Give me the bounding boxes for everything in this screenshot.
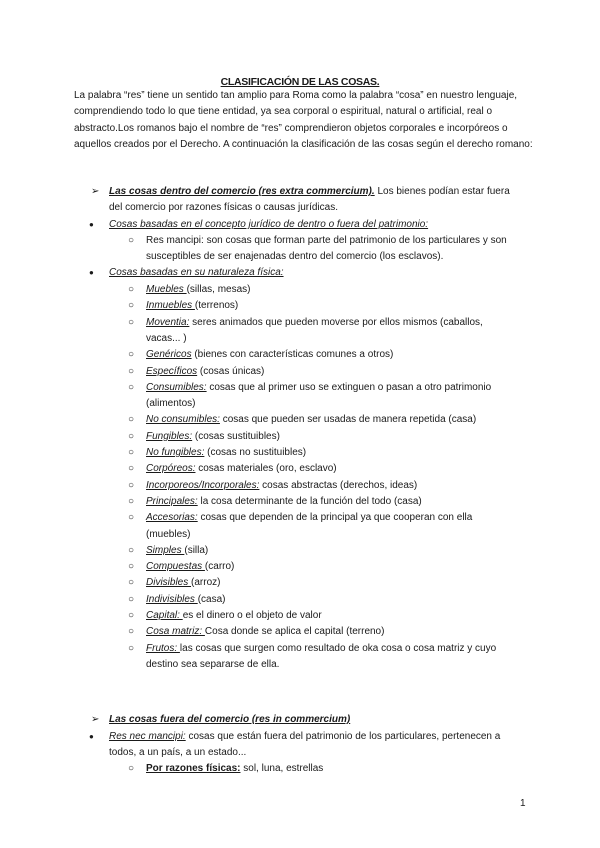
item-label: No fungibles: (146, 447, 205, 458)
razones-fisicas-item (146, 761, 323, 777)
item-label: Divisibles (146, 577, 192, 589)
circle-bullet-icon: ○ (128, 447, 135, 458)
item-label: Principales: (146, 495, 198, 507)
classification-item (146, 315, 483, 331)
item-label: Incorporeos/Incorporales: (146, 479, 260, 491)
circle-bullet-icon: ○ (128, 512, 135, 524)
item-text: (arroz) (191, 577, 221, 589)
item-label: No consumibles: (146, 414, 220, 426)
circle-bullet-icon: ○ (128, 365, 135, 377)
document-title: CLASIFICACIÓN DE LAS COSAS. (220, 76, 380, 88)
res-nec-mancipi (109, 729, 500, 745)
classification-item (146, 282, 250, 298)
item-text: es el dinero o el objeto de valor (182, 610, 322, 621)
item-label: Corpóreos: (146, 463, 196, 475)
item-text: seres animados que pueden moverse por ellos mismos (caballos, (189, 316, 483, 328)
circle-bullet-icon: ○ (128, 430, 135, 442)
classification-item (146, 461, 337, 477)
res-nec-mancipi-label: Res nec mancipi: (109, 731, 186, 742)
circle-bullet-icon: ○ (128, 479, 135, 491)
classification-item (146, 559, 234, 575)
item-label: Específicos (146, 365, 198, 377)
item-label: Cosa matriz: (146, 626, 205, 638)
section-commercium-out: Las cosas fuera del comercio (res in commercium) (109, 714, 351, 725)
item-text: (casa) (197, 593, 226, 605)
classification-item (146, 510, 472, 526)
res-nec-mancipi-continued: todos, a un país, a un estado... (109, 747, 247, 758)
classification-item (146, 364, 264, 380)
item-text: las cosas que surgen como resultado de oka cosa o cosa matriz y cuyo (179, 642, 497, 654)
item-label: Consumibles: (146, 381, 207, 393)
item-label: Moventia: (146, 316, 190, 328)
bullet-icon: ● (89, 220, 94, 229)
res-mancipi-item: Res mancipi: son cosas que forman parte del patrimonio de los particulares y son (146, 235, 507, 246)
item-text: la cosa determinante de la función del todo (casa) (197, 495, 422, 507)
classification-item (146, 592, 226, 608)
circle-bullet-icon: ○ (128, 593, 135, 605)
section-text: Los bienes podían estar fuera (374, 186, 510, 197)
circle-bullet-icon: ○ (128, 763, 135, 774)
circle-bullet-icon: ○ (128, 316, 135, 328)
arrow-bullet-icon: ➢ (91, 186, 100, 197)
circle-bullet-icon: ○ (128, 495, 135, 507)
circle-bullet-icon: ○ (128, 577, 135, 589)
classification-item (146, 641, 496, 657)
item-text: Cosa donde se aplica el capital (terreno) (204, 626, 385, 638)
circle-bullet-icon: ○ (128, 300, 135, 312)
razones-fisicas-label: Por razones físicas: (146, 763, 241, 774)
classification-item (146, 298, 238, 314)
item-label: Indivisibles (146, 593, 198, 605)
classification-item (146, 624, 384, 640)
item-label: Frutos: (146, 642, 180, 654)
item-text: cosas que dependen de la principal ya que cooperan con ella (197, 512, 473, 524)
item-label: Genéricos (146, 349, 192, 361)
classification-item (146, 543, 208, 559)
circle-bullet-icon: ○ (128, 284, 135, 295)
item-text-continued: (muebles) (146, 528, 191, 540)
item-text: (terrenos) (194, 300, 239, 312)
circle-bullet-icon: ○ (128, 381, 135, 393)
item-text-continued: vacas... ) (146, 332, 187, 344)
item-text: (silla) (184, 544, 209, 556)
classification-item (146, 445, 306, 461)
classification-item (146, 380, 491, 396)
classification-item (146, 347, 393, 363)
bullet-naturaleza-fisica: Cosas basadas en su naturaleza física: (109, 267, 284, 278)
res-nec-mancipi-text: cosas que están fuera del patrimonio de los particulares, pertenecen a (185, 731, 501, 742)
section-label: Las cosas dentro del comercio (res extra commercium). (109, 186, 375, 197)
item-label: Fungibles: (146, 430, 193, 442)
classification-item (146, 478, 417, 494)
classification-item (146, 494, 422, 510)
classification-item (146, 429, 280, 445)
razones-fisicas-text: sol, luna, estrellas (240, 763, 324, 774)
item-text: cosas que pueden ser usadas de manera repetida (casa) (219, 414, 477, 426)
item-text: (bienes con características comunes a otros) (191, 349, 394, 361)
bullet-icon: ● (89, 732, 94, 741)
circle-bullet-icon: ○ (128, 349, 135, 361)
bullet-patrimonio: Cosas basadas en el concepto jurídico de dentro o fuera del patrimonio: (109, 219, 429, 230)
intro-paragraph: La palabra “res” tiene un sentido tan amplio para Roma como la palabra “cosa” en nuestro lenguaje, comprendiendo todo lo que tiene entidad, ya sea corporal o espiritual, natural o artificial, real o abstracto.Los romanos bajo el nombre de “res” comprendieron objetos corporales e incorpóreos o aquellos creados por el Derecho. A continuación la clasificación de las cosas según el derecho romano: (74, 90, 533, 150)
item-text: cosas abstractas (derechos, ideas) (259, 479, 418, 491)
item-text: (cosas sustituibles) (192, 430, 280, 442)
item-text: cosas materiales (oro, esclavo) (195, 463, 337, 475)
arrow-bullet-icon: ➢ (91, 714, 100, 725)
circle-bullet-icon: ○ (128, 610, 135, 621)
res-mancipi-item-continued: susceptibles de ser enajenadas dentro del comercio (los esclavos). (146, 251, 444, 262)
circle-bullet-icon: ○ (128, 544, 135, 556)
circle-bullet-icon: ○ (128, 414, 135, 426)
classification-item (146, 412, 476, 428)
item-text-continued: destino sea separarse de ella. (146, 658, 280, 670)
section-text-continued: del comercio por razones físicas o causas jurídicas. (109, 202, 338, 213)
item-text: (cosas no sustituibles) (204, 447, 307, 458)
section-commercium-in (109, 184, 510, 200)
item-text: (sillas, mesas) (186, 284, 251, 295)
item-label: Accesorias: (146, 512, 198, 524)
item-label: Muebles (146, 284, 187, 295)
bullet-icon: ● (89, 268, 94, 277)
item-text: (cosas únicas) (197, 365, 265, 377)
circle-bullet-icon: ○ (128, 626, 135, 638)
item-text: (carro) (204, 561, 235, 573)
item-label: Capital: (146, 610, 183, 621)
item-label: Compuestas (146, 561, 205, 573)
page-number: 1 (520, 798, 526, 809)
circle-bullet-icon: ○ (128, 561, 135, 573)
item-label: Simples (146, 544, 185, 556)
item-label: Inmuebles (146, 300, 195, 312)
circle-bullet-icon: ○ (128, 642, 135, 654)
circle-bullet-icon: ○ (128, 463, 135, 475)
circle-bullet-icon: ○ (128, 235, 135, 246)
classification-item (146, 608, 322, 624)
item-text-continued: (alimentos) (146, 398, 196, 410)
item-text: cosas que al primer uso se extinguen o pasan a otro patrimonio (206, 381, 492, 393)
classification-item (146, 575, 220, 591)
